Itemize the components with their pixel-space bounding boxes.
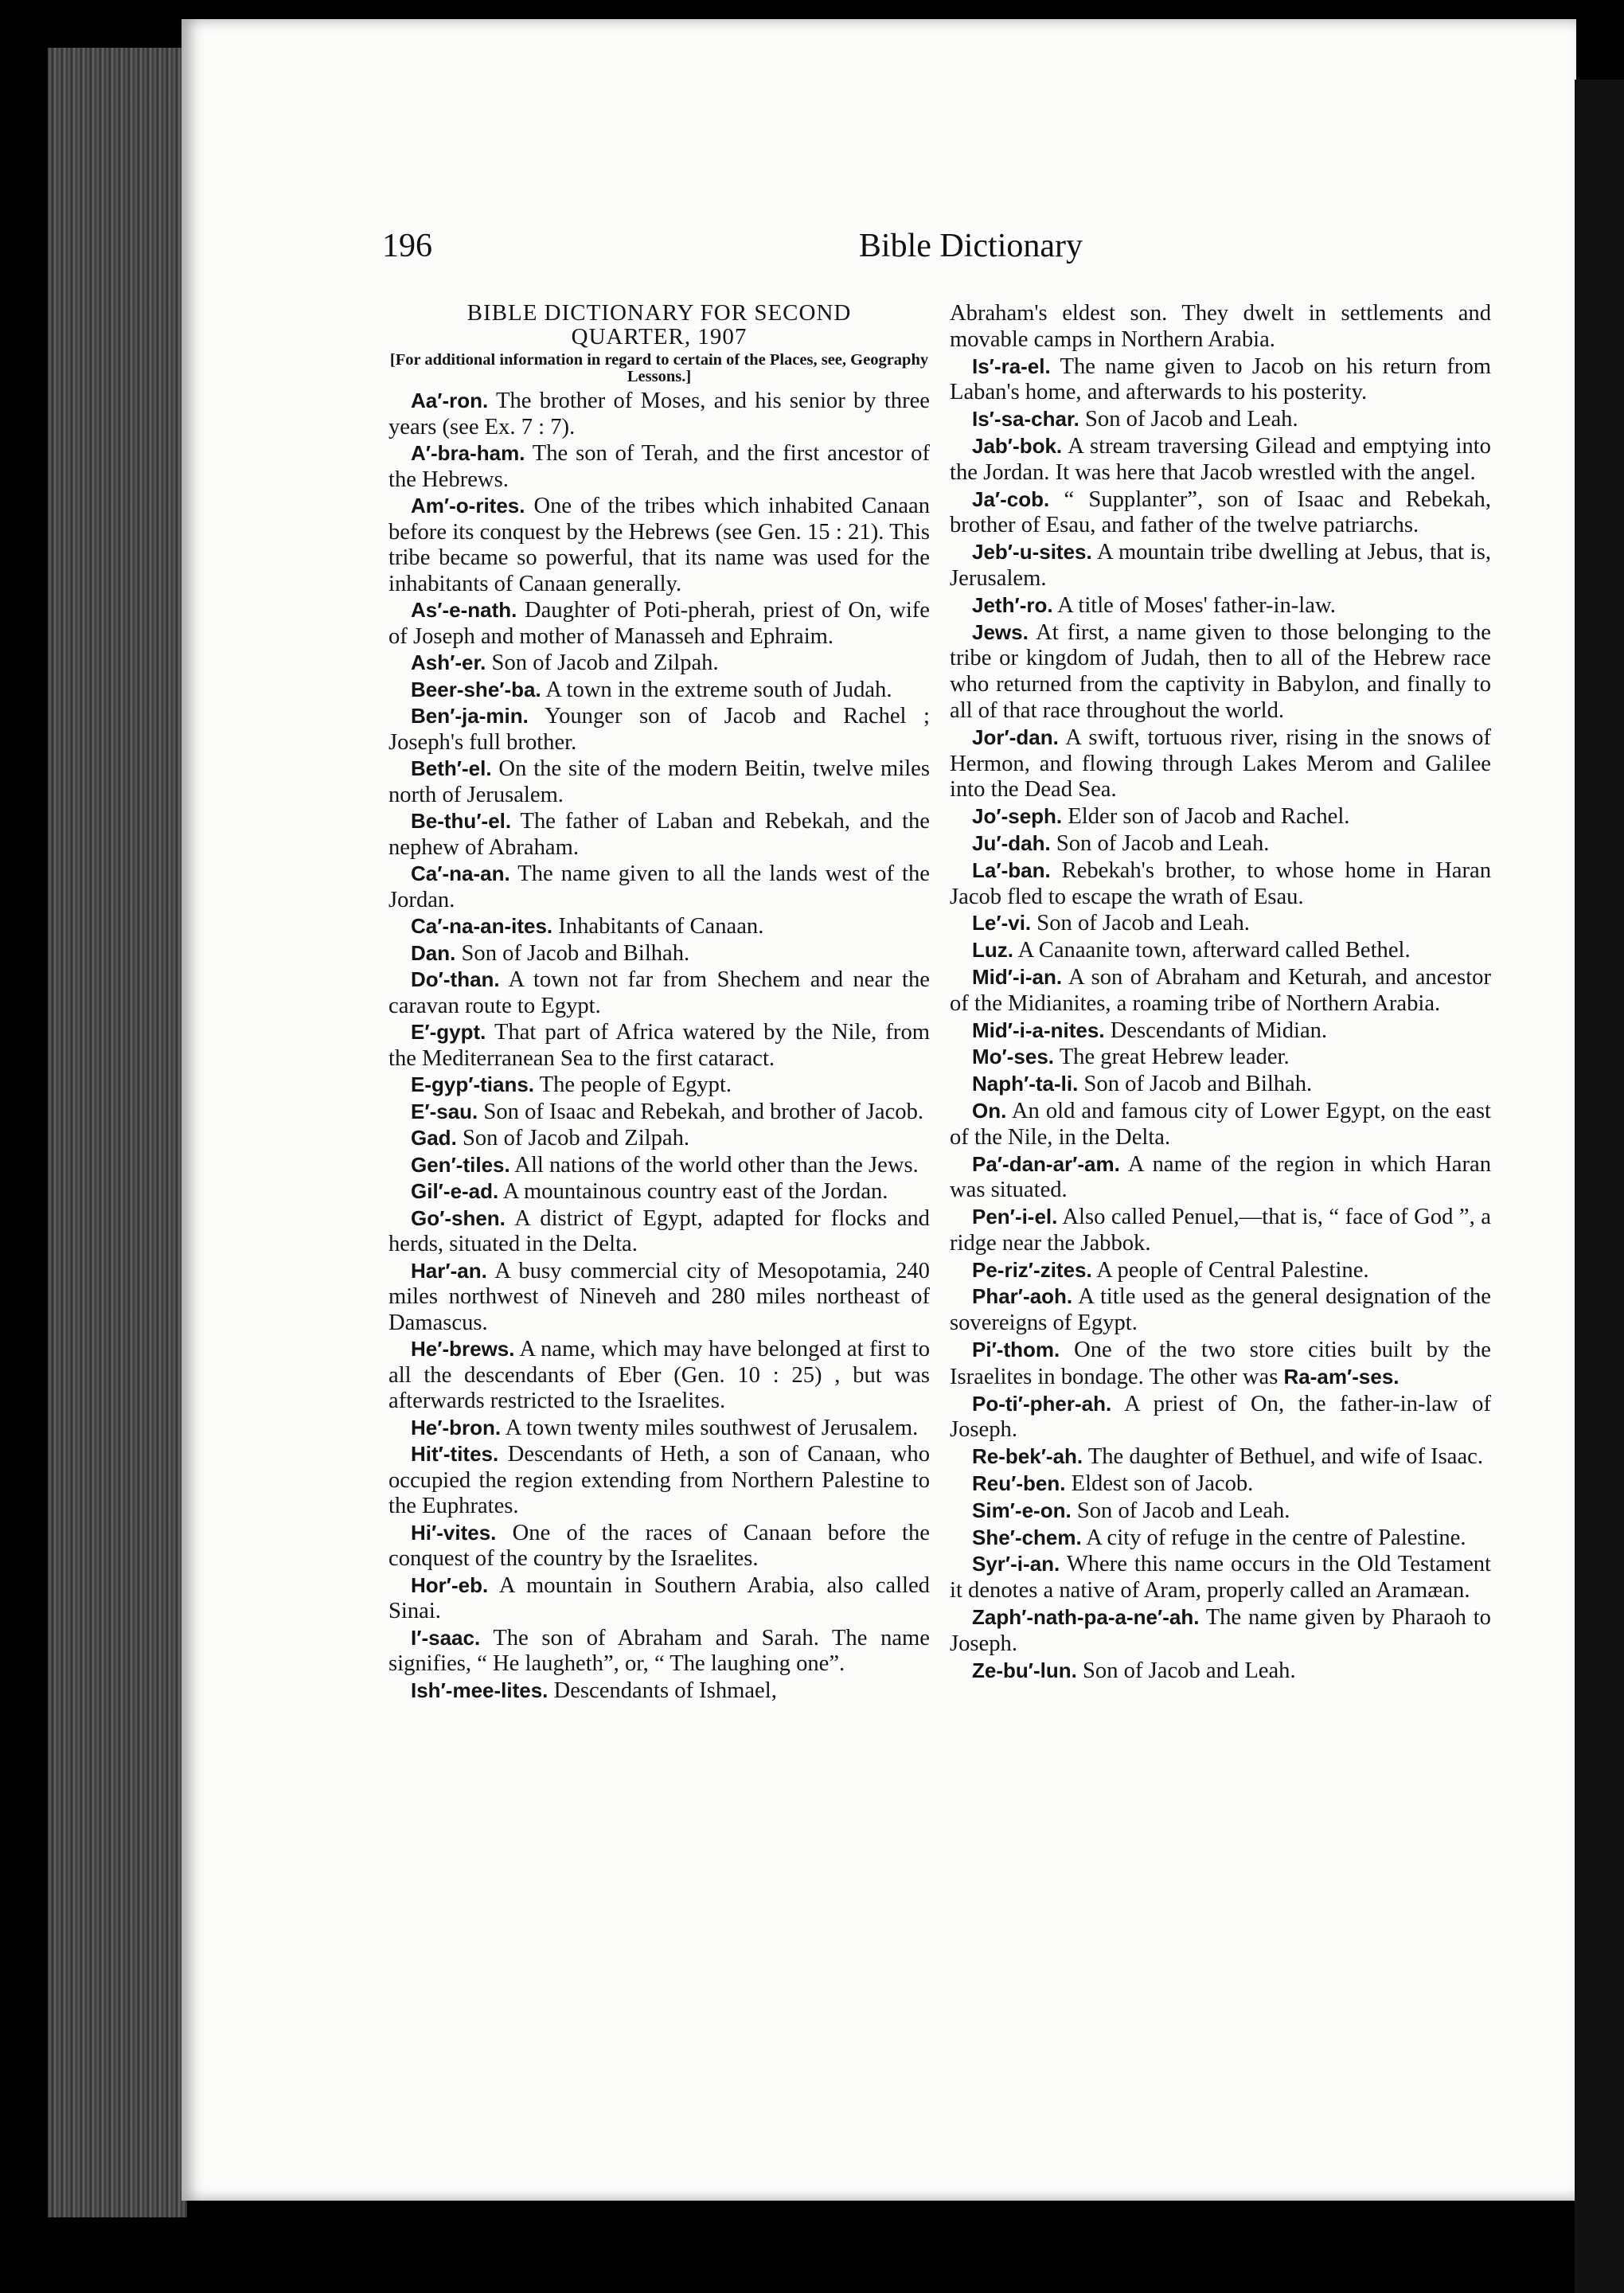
dictionary-entry [950,1525,1491,1552]
entry-headword: E′-sau. [411,1099,478,1123]
entry-definition: A mountain tribe dwelling at Jebus, that is, Jerusalem. [950,540,1491,591]
dictionary-entry [950,619,1491,725]
dictionary-entry [950,539,1491,592]
entry-definition: A mountain in Southern Arabia, also called Sinai. [388,1572,930,1623]
dictionary-entry [950,1044,1491,1071]
entry-definition: Son of Jacob and Bilhah. [461,940,690,966]
dictionary-entry [388,1178,930,1205]
entry-headword: Mid′-i-a-nites. [972,1018,1105,1042]
entry-headword: Re-bek′-ah. [972,1444,1083,1469]
entry-headword: Zaph′-nath-pa-a-ne′-ah. [972,1605,1200,1630]
running-title: Bible Dictionary [858,228,1083,264]
entry-definition: A title used as the general designation of the sovereigns of Egypt. [950,1284,1491,1336]
entry-definition: On the site of the modern Beitin, twelve miles north of Jerusalem. [388,756,930,807]
entry-definition: A stream traversing Gilead and emptying into the Jordan. It was here that Jacob wrestled with the angel. [950,433,1491,485]
entry-headword: Har′-an. [411,1258,487,1283]
dictionary-entry [388,677,930,704]
dictionary-entry [950,592,1491,619]
book-page-edges [48,48,187,2217]
entry-headword: Jab′-bok. [972,433,1063,458]
entry-headword: Phar′-aoh. [972,1284,1073,1309]
entry-definition: Son of Jacob and Leah. [1083,1658,1296,1683]
entry-headword: Ish′-mee-lites. [411,1678,548,1702]
entry-headword: E′-gypt. [411,1020,486,1044]
entry-definition: Where this name occurs in the Old Testament it denotes a native of Aram, properly called an Aramæan. [950,1552,1491,1604]
dictionary-entry [950,725,1491,803]
entry-headword: Pen′-i-el. [972,1205,1058,1229]
entry-headword: Aa′-ron. [411,389,489,412]
entry-definition: Son of Jacob and Leah. [1085,407,1298,432]
page-number: 196 [382,228,432,264]
entry-definition: A name of the region in which Haran was situated. [950,1151,1491,1203]
entry-headword: As′-e-nath. [411,598,517,622]
entry-headword: Am′-o-rites. [411,494,525,518]
entry-definition: The name given to Jacob on his return from Laban's home, and afterwards to his posterity. [950,354,1491,405]
entry-definition: Son of Jacob and Bilhah. [1083,1072,1313,1097]
entry-definition: A town in the extreme south of Judah. [545,677,892,702]
entry-definition: A priest of On, the father-in-law of Joseph. [950,1391,1491,1443]
entry-definition: A city of refuge in the centre of Palestine. [1086,1525,1466,1550]
entry-definition: One of the two store cities built by the Israelites in bondage. The other was [950,1338,1491,1389]
entry-headword: Jews. [972,619,1029,644]
entry-headword: Hor′-eb. [411,1572,489,1597]
entry-headword: Ash′-er. [411,650,486,674]
dictionary-entry [388,1520,930,1572]
entry-headword: Jo′-seph. [972,804,1063,829]
entry-continuation: Abraham's eldest son. They dwelt in settlements and movable camps in Northern Arabia. [950,301,1491,352]
entry-headword: Jeb′-u-sites. [972,540,1092,564]
dictionary-entry [388,493,930,597]
dictionary-entry [388,1152,930,1179]
entry-headword: Dan. [411,940,456,965]
dictionary-entry [388,650,930,677]
dictionary-entry [950,1551,1491,1604]
entry-definition: A town not far from Shechem and near the caravan route to Egypt. [388,967,930,1018]
entry-definition: The name given to all the lands west of the Jordan. [388,861,930,912]
entry-definition: A people of Central Palestine. [1096,1257,1369,1283]
entry-definition: At first, a name given to those belonging to the tribe or kingdom of Judah, then to all of the Hebrew race who returned from the captivity in Babylon, and finally to all of that race throughout the world. [950,619,1491,723]
dictionary-entry [388,597,930,650]
dictionary-entry [950,857,1491,911]
entry-definition: The father of Laban and Rebekah, and the nephew of Abraham. [388,809,930,860]
dictionary-entry [950,910,1491,937]
entry-headword: Po-ti′-pher-ah. [972,1391,1112,1416]
left-entry-list [388,388,930,1704]
entry-definition: A town twenty miles southwest of Jerusalem. [505,1415,919,1440]
entry-headword: He′-bron. [411,1415,502,1439]
entry-headword: Reu′-ben. [972,1471,1066,1496]
entry-headword: Naph′-ta-li. [972,1072,1079,1096]
dictionary-entry [950,964,1491,1018]
entry-definition: A son of Abraham and Keturah, and ancestor of the Midianites, a roaming tribe of Northern Arabia. [950,964,1491,1016]
dictionary-entry [950,1018,1491,1045]
entry-headword: Pi′-thom. [972,1338,1060,1362]
dictionary-entry [950,1283,1491,1337]
entry-headword: She′-chem. [972,1525,1082,1549]
dictionary-entry [388,703,930,756]
entry-headword: La′-ban. [972,857,1051,882]
dictionary-entry [388,940,930,967]
entry-definition: The brother of Moses, and his senior by three years (see Ex. 7 : 7). [388,389,930,439]
dictionary-entry [950,433,1491,486]
dictionary-entry [388,861,930,913]
entry-definition: Descendants of Heth, a son of Canaan, who occupied the region extending from Northern Palestine to the Euphrates. [388,1442,930,1518]
dictionary-entry [950,1098,1491,1151]
dictionary-entry [388,1072,930,1099]
entry-headword: He′-brews. [411,1337,515,1361]
dictionary-entry [950,1658,1491,1685]
dictionary-entry [388,1441,930,1520]
entry-definition: The son of Abraham and Sarah. The name signifies, “ He laugheth”, or, “ The laughing one”. [388,1625,930,1676]
dictionary-entry [950,1391,1491,1444]
dictionary-entry [950,1337,1491,1391]
entry-headword: Is′-sa-char. [972,407,1079,432]
dictionary-entry [950,1443,1491,1471]
entry-headword: Go′-shen. [411,1205,506,1230]
entry-headword: Mo′-ses. [972,1045,1055,1069]
entry-definition: “ Supplanter”, son of Isaac and Rebekah, brother of Esau, and father of the twelve patriarchs. [950,486,1491,538]
entry-definition: Son of Jacob and Leah. [1076,1498,1290,1523]
entry-headword: Luz. [972,938,1013,963]
entry-headword: Hi′-vites. [411,1520,497,1545]
dictionary-entry [388,1572,930,1625]
entry-definition: Descendants of Midian. [1110,1018,1328,1043]
entry-headword: Syr′-i-an. [972,1552,1060,1576]
entry-definition: Descendants of Ishmael, [553,1678,777,1703]
entry-definition: Son of Jacob and Leah. [1036,911,1250,936]
dictionary-entry [950,1071,1491,1098]
dictionary-entry [950,406,1491,433]
entry-definition: The son of Terah, and the first ancestor of the Hebrews. [388,441,930,492]
dictionary-entry [388,388,930,440]
entry-definition: The name given by Pharaoh to Joseph. [950,1605,1491,1656]
entry-headword: Do′-than. [411,967,500,991]
dictionary-entry [950,937,1491,964]
entry-definition: A name, which may have belonged at first to all the descendants of Eber (Gen. 10 : 25) , but was afterwards restricted to the Israelites. [388,1337,930,1413]
entry-definition: Younger son of Jacob and Rachel ; Joseph's full brother. [388,704,930,755]
facing-page-edge [1575,80,1624,2293]
dictionary-entry [388,967,930,1019]
dictionary-entry [950,1498,1491,1525]
entry-headword: Hit′-tites. [411,1442,499,1466]
dictionary-entry [950,1204,1491,1257]
entry-headword: Le′-vi. [972,911,1032,936]
entry-headword: Be-thu′-el. [411,809,512,833]
entry-headword: Ze-bu′-lun. [972,1658,1077,1682]
entry-headword: Sim′-e-on. [972,1498,1072,1522]
dictionary-entry [950,1257,1491,1284]
dictionary-entry [388,1415,930,1442]
dictionary-entry [388,1205,930,1258]
entry-definition: That part of Africa watered by the Nile, from the Mediterranean Sea to the first cataract. [388,1020,930,1071]
entry-definition: Elder son of Jacob and Rachel. [1068,804,1350,830]
entry-headword: Beer-she′-ba. [411,677,541,701]
entry-definition: The great Hebrew leader. [1059,1045,1290,1070]
entry-headword: Beth′-el. [411,756,492,780]
entry-definition: Daughter of Poti-pherah, priest of On, wife of Joseph and mother of Manasseh and Ephraim. [388,598,930,649]
dictionary-entry [388,756,930,808]
dictionary-entry [388,1625,930,1678]
entry-inline-headword: Ra-am′-ses. [1283,1364,1400,1389]
entry-headword: Ju′-dah. [972,830,1051,855]
entry-headword: Ca′-na-an-ites. [411,914,553,938]
dictionary-entry [950,830,1491,857]
entry-headword: E-gyp′-tians. [411,1072,535,1096]
entry-definition: Rebekah's brother, to whose home in Haran Jacob fled to escape the wrath of Esau. [950,857,1492,909]
entry-definition: A mountainous country east of the Jordan. [502,1179,888,1204]
entry-headword: Gad. [411,1126,457,1150]
entry-definition: Also called Penuel,—that is, “ face of God ”, a ridge near the Jabbok. [950,1205,1492,1256]
entry-definition: A title of Moses' father-in-law. [1057,592,1336,618]
dictionary-title-line-2: QUARTER, 1907 [571,324,748,350]
dictionary-entry [950,354,1491,407]
entry-headword: Is′-ra-el. [972,354,1051,378]
left-column [388,301,930,1704]
entry-headword: On. [972,1098,1007,1123]
dictionary-entry [950,803,1491,830]
dictionary-entry [388,1336,930,1415]
dictionary-entry [950,1151,1491,1205]
dictionary-note: [For additional information in regard to certain of the Places, see, Geography Lessons.] [389,351,929,385]
dictionary-entry [388,1678,930,1705]
entry-definition: A Canaanite town, afterward called Bethel. [1017,938,1411,963]
entry-definition: An old and famous city of Lower Egypt, on the east of the Nile, in the Delta. [950,1098,1492,1150]
entry-definition: Inhabitants of Canaan. [558,914,764,939]
entry-definition: A district of Egypt, adapted for flocks and herds, situated in the Delta. [388,1205,930,1256]
dictionary-title-line-1: BIBLE DICTIONARY FOR SECOND [467,300,852,326]
entry-headword: Ja′-cob. [972,486,1050,511]
entry-headword: Ca′-na-an. [411,861,510,885]
dictionary-entry [388,1099,930,1126]
entry-definition: Son of Jacob and Zilpah. [462,1126,690,1150]
entry-headword: Jeth′-ro. [972,592,1053,617]
entry-definition: The daughter of Bethuel, and wife of Isaac. [1087,1444,1484,1470]
entry-headword: Mid′-i-an. [972,964,1063,989]
entry-headword: Gil′-e-ad. [411,1179,499,1203]
entry-headword: Gen′-tiles. [411,1152,510,1177]
entry-definition: A busy commercial city of Mesopotamia, 240 miles northwest of Nineveh and 280 miles northeast of Damascus. [388,1258,930,1335]
entry-definition: All nations of the world other than the Jews. [514,1152,919,1178]
dictionary-entry [388,913,930,940]
entry-headword: A′-bra-ham. [411,441,525,465]
dictionary-entry [388,440,930,493]
entry-definition: One of the races of Canaan before the conquest of the country by the Israelites. [388,1520,930,1571]
dictionary-entry [388,808,930,861]
entry-definition: Son of Jacob and Zilpah. [491,650,719,675]
entry-headword: Jor′-dan. [972,725,1059,749]
entry-headword: I′-saac. [411,1625,481,1650]
entry-definition: Son of Isaac and Rebekah, and brother of Jacob. [483,1099,924,1124]
running-head [382,227,1083,275]
dictionary-entry [950,1604,1491,1658]
entry-headword: Ben′-ja-min. [411,704,529,728]
entry-headword: Pa′-dan-ar′-am. [972,1151,1120,1176]
entry-headword: Pe-riz′-zites. [972,1257,1092,1282]
entry-definition: A swift, tortuous river, rising in the snows of Hermon, and flowing through Lakes Merom and Galilee into the Dead Sea. [950,725,1491,803]
entry-definition: Eldest son of Jacob. [1071,1471,1254,1497]
entry-definition: Son of Jacob and Leah. [1056,830,1270,856]
dictionary-entry [950,486,1491,540]
dictionary-entry [388,1258,930,1337]
dictionary-entry [388,1125,930,1152]
dictionary-entry [388,1019,930,1072]
entry-definition: One of the tribes which inhabited Canaan before its conquest by the Hebrews (see Gen. 15 : 21). This tribe became so powerful, that its name was used for the inhabitants of Canaan generally. [388,494,931,596]
dictionary-entry [950,1471,1491,1498]
right-column [950,301,1491,1684]
right-entry-list [950,354,1491,1685]
entry-definition: The people of Egypt. [539,1072,732,1097]
